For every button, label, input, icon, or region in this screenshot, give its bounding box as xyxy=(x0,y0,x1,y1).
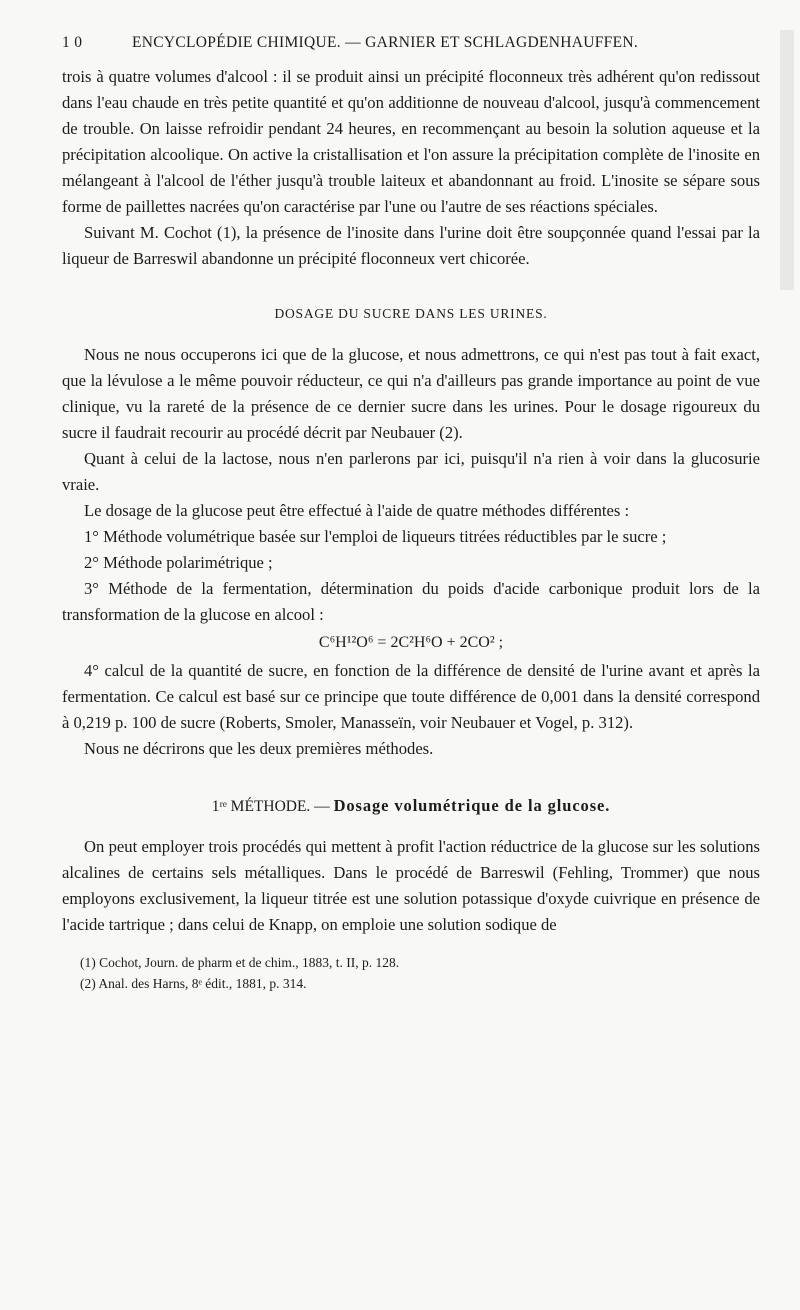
list-item: 1° Méthode volumétrique basée sur l'emploi de liqueurs titrées réductibles par le sucre ; xyxy=(84,527,667,546)
section-title: DOSAGE DU SUCRE DANS LES URINES. xyxy=(274,306,548,321)
footnote: (2) Anal. des Harns, 8ᵉ édit., 1881, p. 314. xyxy=(80,976,307,991)
chemical-formula: C⁶H¹²O⁶ = 2C²H⁶O + 2CO² ; xyxy=(318,634,504,651)
paragraph: Le dosage de la glucose peut être effectué à l'aide de quatre méthodes différentes : xyxy=(84,501,630,520)
document-page xyxy=(62,34,760,994)
running-title: ENCYCLOPÉDIE CHIMIQUE. — GARNIER ET SCHLAGDENHAUFFEN. xyxy=(132,34,639,51)
paragraph: Nous ne nous occuperons ici que de la glucose, et nous admettrons, ce qui n'est pas tout à fait exact, que la lévulose a le même pouvoir réducteur, ce qui n'a d'ailleurs pas grande importance au point de vue clinique, vu la rareté de la présence de ce dernier sucre dans les urines. Pour le dosage rigoureux du sucre il faudrait recourir au procédé décrit par Neubauer (2). xyxy=(62,345,760,442)
list-item: 3° Méthode de la fermentation, détermination du poids d'acide carbonique produit lors de la transformation de la glucose en alcool : xyxy=(62,579,760,624)
method-prefix: 1ʳᵉ MÉTHODE. — xyxy=(211,798,330,815)
library-stamp-strip xyxy=(774,30,800,290)
page-number: 1 0 xyxy=(62,34,83,51)
paragraph: trois à quatre volumes d'alcool : il se produit ainsi un précipité floconneux très adhérent qu'on redissout dans l'eau chaude en très petite quantité et qu'on additionne de nouveau d'alcool, jusqu'à commencement de trouble. On laisse refroidir pendant 24 heures, en recommençant au besoin la solution aqueuse et la précipitation alcoolique. On active la cristallisation et l'on assure la précipitation complète de l'inosite en mélangeant à l'alcool de l'éther jusqu'à trouble laiteux et abandonnant au froid. L'inosite se sépare sous forme de paillettes nacrées qu'on caractérise par l'une ou l'autre de ses réactions spéciales. xyxy=(62,67,760,216)
list-item: 4° calcul de la quantité de sucre, en fonction de la différence de densité de l'urine avant et après la fermentation. Ce calcul est basé sur ce principe que toute différence de 0,001 dans la densité correspond à 0,219 p. 100 de sucre (Roberts, Smoler, Manasseïn, voir Neubauer et Vogel, p. 312). xyxy=(62,661,760,732)
paragraph: On peut employer trois procédés qui mettent à profit l'action réductrice de la glucose sur les solutions alcalines de certains sels métalliques. Dans le procédé de Barreswil (Fehling, Trommer) que nous employons exclusivement, la liqueur titrée est une solution potassique d'oxyde cuivrique en présence de l'acide tartrique ; dans celui de Knapp, on emploie une solution sodique de xyxy=(62,837,760,934)
footnote: (1) Cochot, Journ. de pharm et de chim., 1883, t. II, p. 128. xyxy=(80,955,400,970)
method-heading xyxy=(62,796,760,816)
running-header xyxy=(62,34,760,64)
list-item: 2° Méthode polarimétrique ; xyxy=(84,553,273,572)
footnotes xyxy=(62,952,760,994)
method-title: Dosage volumétrique de la glucose. xyxy=(333,796,611,815)
paragraph: Quant à celui de la lactose, nous n'en parlerons par ici, puisqu'il n'a rien à voir dans la glucosurie vraie. xyxy=(62,449,760,494)
paragraph: Suivant M. Cochot (1), la présence de l'inosite dans l'urine doit être soupçonnée quand l'essai par la liqueur de Barreswil abandonne un précipité floconneux vert chicorée. xyxy=(62,223,760,268)
paragraph: Nous ne décrirons que les deux premières méthodes. xyxy=(84,739,434,758)
